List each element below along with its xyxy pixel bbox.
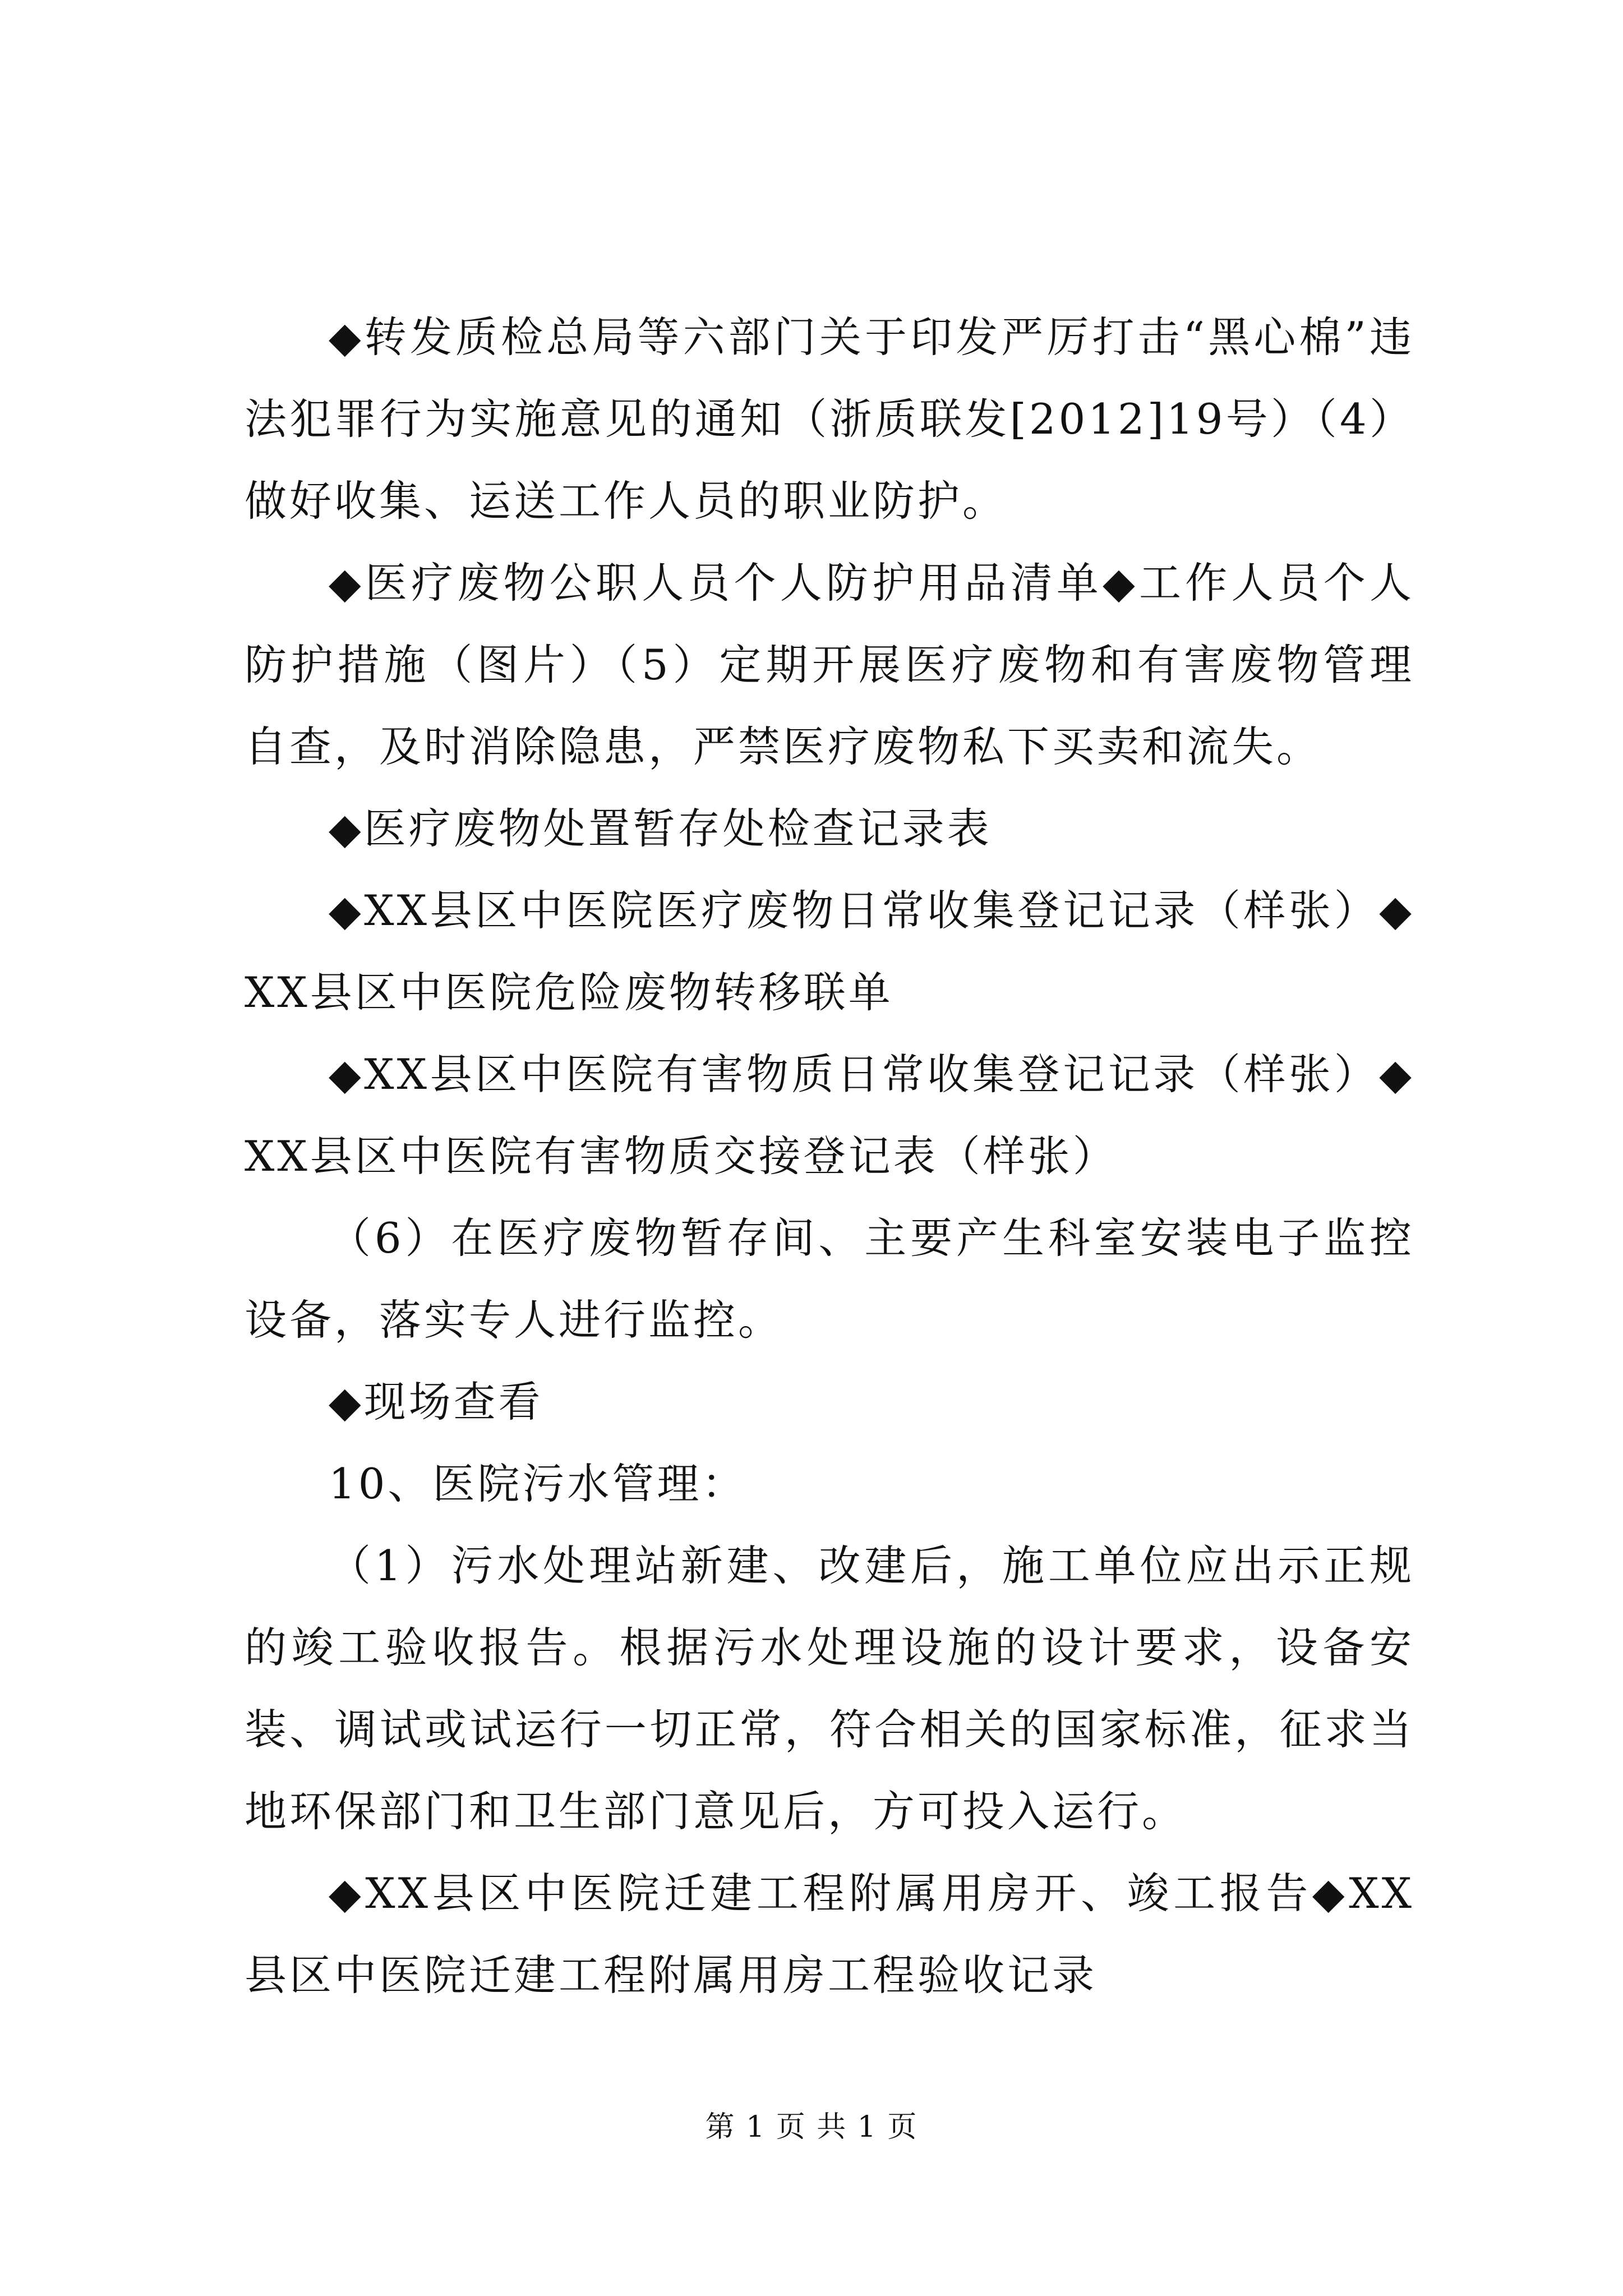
section-heading-sewage: 10、医院污水管理： [329, 1459, 747, 1508]
paragraph-storage-inspection: ◆医疗废物处置暂存处检查记录表 [329, 804, 992, 853]
page-footer: 第 1 页 共 1 页 [705, 2110, 918, 2144]
paragraph-site-inspection: ◆现场查看 [329, 1377, 543, 1427]
paragraph-medical-waste-register: ◆XX县区中医院医疗废物日常收集登记记录（样张）◆XX县区中医院危险废物转移联单 [245, 886, 1414, 1017]
paragraph-hazardous-register: ◆XX县区中医院有害物质日常收集登记记录（样张）◆XX县区中医院有害物质交接登记表（样张） [245, 1050, 1414, 1181]
paragraph-sewage-station: （1）污水处理站新建、改建后，施工单位应出示正规的竣工验收报告。根据污水处理设施的设计要求，设备安装、调试或试运行一切正常，符合相关的国家标准，征求当地环保部门和卫生部门意见后，方可投入运行。 [245, 1541, 1414, 1836]
document-body [245, 296, 1414, 2016]
paragraph-protective-equipment: ◆医疗废物公职人员个人防护用品清单◆工作人员个人防护措施（图片）（5）定期开展医疗废物和有害废物管理自查，及时消除隐患，严禁医疗废物私下买卖和流失。 [245, 558, 1414, 771]
paragraph-notice-forward: ◆转发质检总局等六部门关于印发严厉打击“黑心棉”违法犯罪行为实施意见的通知（浙质联发[2012]19号）（4）做好收集、运送工作人员的职业防护。 [245, 312, 1414, 526]
paragraph-monitoring: （6）在医疗废物暂存间、主要产生科室安装电子监控设备，落实专人进行监控。 [245, 1213, 1414, 1345]
paragraph-construction-report: ◆XX县区中医院迁建工程附属用房开、竣工报告◆XX县区中医院迁建工程附属用房工程验收记录 [245, 1869, 1414, 2000]
